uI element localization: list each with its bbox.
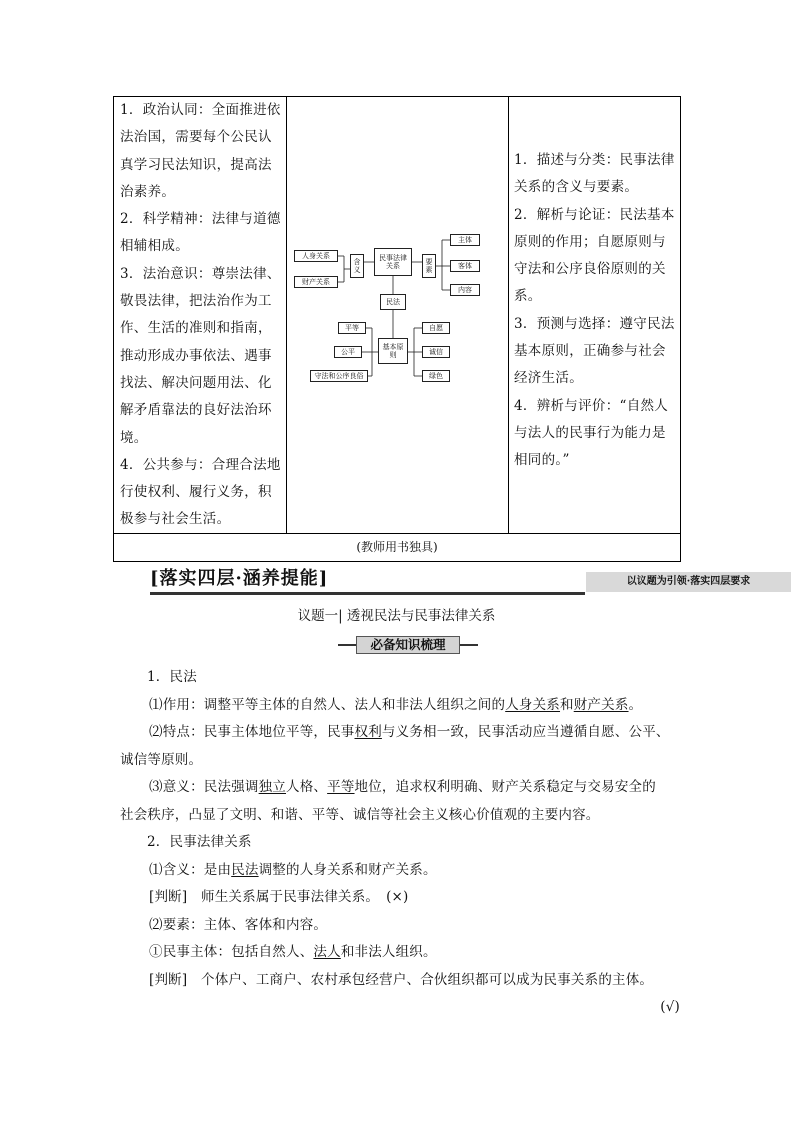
text: 和 [560, 696, 574, 713]
table-line: 敬畏法律，把法治作为工 [120, 293, 272, 310]
table-line: 关系的含义与要素。 [514, 179, 639, 196]
text: ①民事主体：包括自然人、 [149, 944, 314, 960]
paragraph-significance [120, 774, 680, 802]
table-line: 解矛盾靠法的良好法治环 [120, 402, 272, 419]
table-line: 极参与社会生活。 [120, 511, 231, 528]
civil-law-diagram [290, 226, 490, 392]
table-line: 1．描述与分类：民事法律 [514, 152, 675, 168]
banner-title: [落实四层·涵养提能] [150, 568, 329, 589]
personal-relation-box: 人身关系 [294, 250, 338, 262]
text: 人格、 [286, 779, 328, 795]
paragraph-significance-cont: 社会秩序，凸显了文明、和谐、平等、诚信等社会主义核心价值观的主要内容。 [120, 806, 600, 823]
elements-box: 要素 [422, 254, 436, 278]
table-line: 守法和公序良俗原则的关 [514, 261, 666, 278]
blank-answer: 法人 [313, 944, 341, 960]
table-line: 行使权利、履行义务，积 [120, 484, 272, 501]
table-line: 3．法治意识：尊崇法律、 [120, 265, 281, 282]
text: 调整的人身关系和财产关系。 [258, 861, 437, 878]
table-line: 基本原则，正确参与社会 [514, 343, 666, 360]
table-line: 与法人的民事行为能力是 [514, 424, 666, 441]
paragraph-features-cont: 诚信等原则。 [120, 751, 203, 768]
heading-rule [460, 644, 478, 646]
table-divider [508, 97, 509, 533]
judgment-2: [判断] 个体户、工商户、农村承包经营户、合伙组织都可以成为民事关系的主体。 [149, 971, 654, 988]
meaning-box: 含义 [350, 254, 364, 278]
paragraph-features [120, 719, 680, 747]
content-box: 内容 [450, 284, 480, 296]
table-divider [286, 97, 287, 533]
text: ⑴含义：是由 [149, 861, 232, 878]
table-line: 原则的作用；自愿原则与 [514, 233, 666, 250]
civil-relation-box: 民事法律关系 [374, 248, 412, 276]
heading-civil-relation: 2．民事法律关系 [147, 834, 252, 850]
blank-answer: 人身关系 [505, 696, 561, 713]
topic-title: 议题一| 透视民法与民事法律关系 [297, 608, 496, 624]
text: ⑶意义：民法强调 [149, 779, 259, 795]
civil-law-box: 民法 [380, 294, 406, 310]
subject-box: 主体 [450, 234, 480, 246]
knowledge-heading [338, 636, 478, 654]
banner-tag: 以议题为引领·落实四层要求 [586, 572, 791, 592]
blank-answer: 独立 [258, 779, 287, 795]
table-line: 法治国，需要每个公民认 [120, 129, 272, 146]
paragraph-elements: ⑵要素：主体、客体和内容。 [149, 916, 328, 933]
blank-answer: 平等 [327, 779, 355, 795]
basic-principles-box: 基本原则 [378, 338, 408, 364]
table-line: 4．公共参与：合理合法地 [120, 456, 281, 473]
property-relation-box: 财产关系 [294, 276, 338, 288]
table-line: 2．科学精神：法律与道德 [120, 211, 281, 228]
green-box: 绿色 [422, 370, 450, 382]
paragraph-function [120, 692, 680, 720]
judgment-2-answer: (√) [660, 999, 680, 1015]
table-line: 1．政治认同：全面推进依 [120, 102, 281, 118]
knowledge-label: 必备知识梳理 [356, 636, 460, 654]
table-line: 4．辨析与评价：“自然人 [514, 397, 669, 414]
table-line: 3．预测与选择：遵守民法 [514, 315, 675, 332]
blank-answer: 财产关系 [573, 696, 629, 713]
table-line: 相同的。” [514, 452, 570, 469]
table-line: 作、生活的准则和指南， [120, 320, 272, 337]
text: 地位，追求权利明确、财产关系稳定与交易安全的 [354, 779, 656, 795]
table-line: 治素养。 [120, 183, 176, 200]
table-line: 经济生活。 [514, 370, 583, 387]
voluntary-box: 自愿 [422, 322, 450, 334]
heading-rule [338, 644, 356, 646]
text: 和非法人组织。 [340, 944, 437, 960]
blank-answer: 民法 [231, 861, 259, 878]
main-content [120, 664, 680, 1022]
fairness-box: 公平 [334, 346, 362, 358]
table-line: 推动形成办事依法、遇事 [120, 347, 272, 364]
paragraph-meaning [120, 857, 680, 885]
object-box: 客体 [450, 260, 480, 272]
text: ⑵特点：民事主体地位平等，民事 [149, 724, 355, 740]
good-faith-box: 诚信 [422, 346, 450, 358]
equality-box: 平等 [338, 322, 366, 334]
table-line: 相辅相成。 [120, 238, 189, 255]
text: 。 [628, 696, 643, 713]
table-line: 2．解析与论证：民法基本 [514, 206, 675, 223]
public-order-box: 守法和公序良俗 [310, 370, 368, 382]
table-line: 找法、解决问题用法、化 [120, 374, 272, 391]
heading-civil-law: 1．民法 [147, 669, 197, 685]
paragraph-subjects [120, 939, 680, 967]
text: 与义务相一致，民事活动应当遵循自愿、公平、 [381, 724, 670, 740]
banner-underline [150, 592, 585, 595]
text: ⑴作用：调整平等主体的自然人、法人和非法人组织之间的 [149, 696, 506, 713]
table-line: 境。 [120, 429, 148, 446]
section-banner [150, 564, 790, 594]
teacher-note: (教师用书独具) [356, 540, 438, 554]
table-line: 系。 [514, 288, 542, 305]
blank-answer: 权利 [354, 724, 382, 740]
ability-goals-column [514, 147, 675, 475]
literacy-goals-column [120, 97, 281, 534]
table-line: 真学习民法知识，提高法 [120, 156, 272, 173]
judgment-1: [判断] 师生关系属于民事法律关系。 (×) [149, 889, 409, 905]
